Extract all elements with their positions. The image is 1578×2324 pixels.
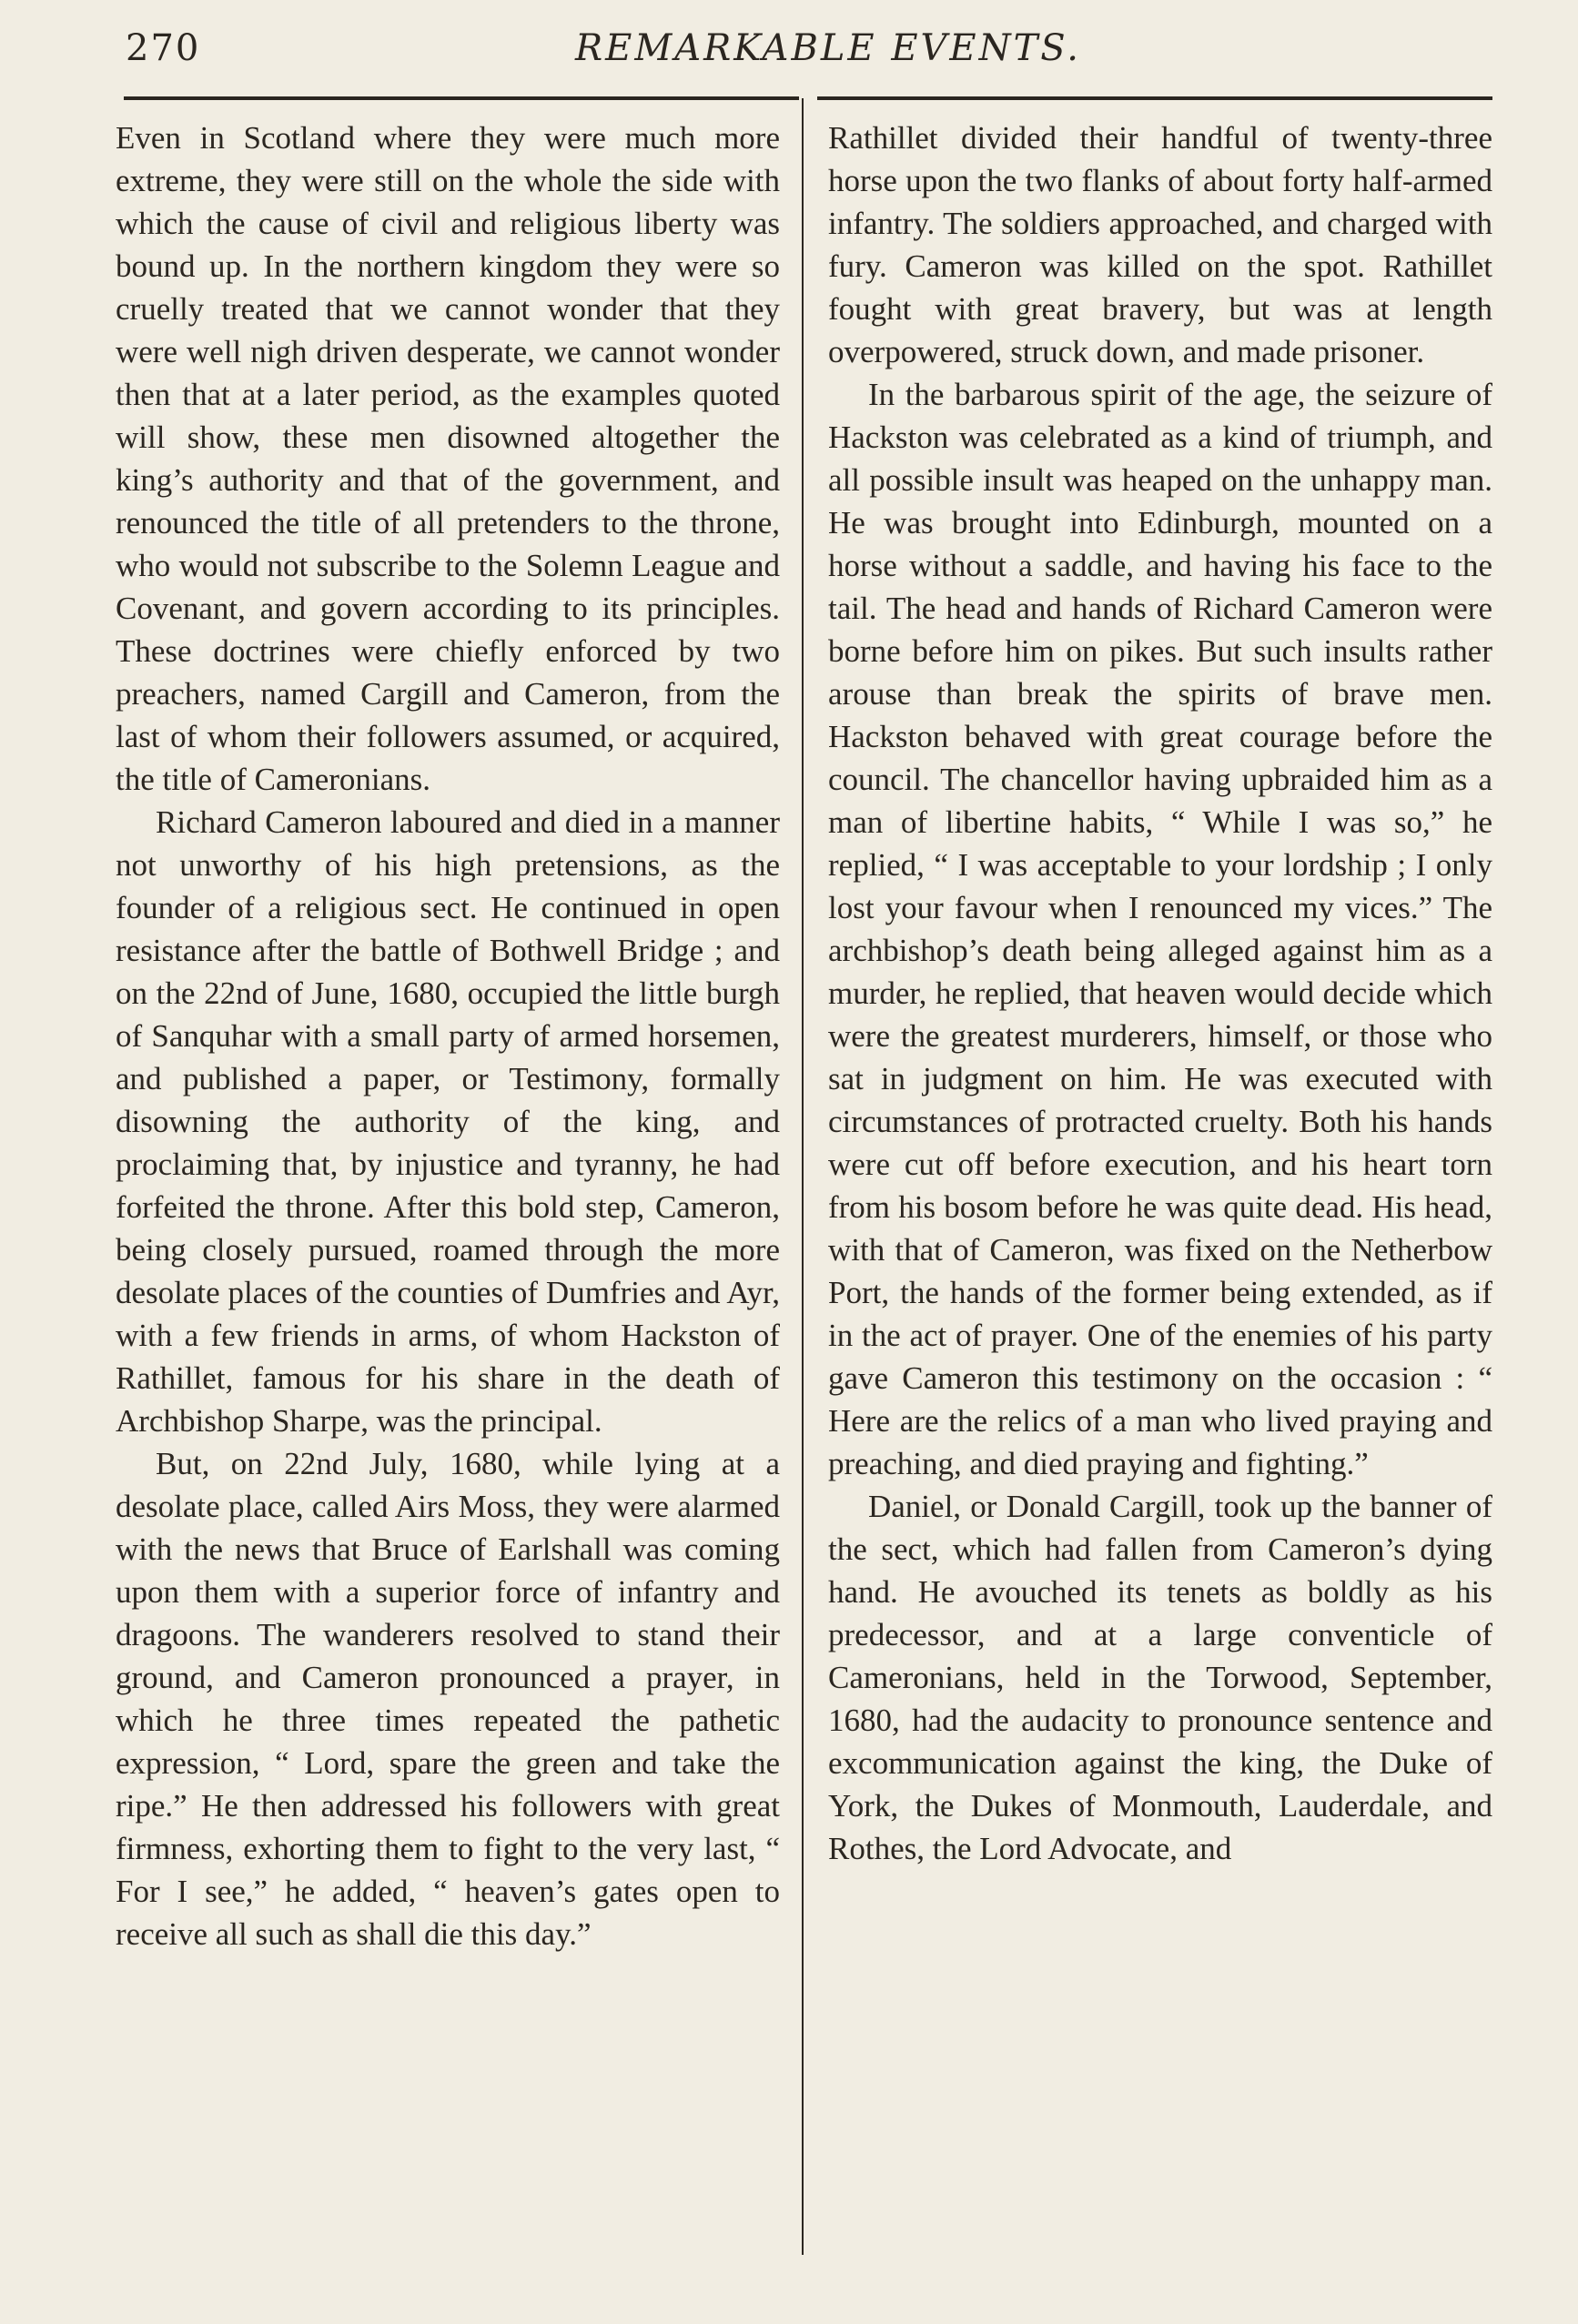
page-number: 270	[126, 27, 201, 69]
paragraph: Even in Scotland where they were much more extreme, they were still on the whole the side with which the cause of civil and religious liberty was bound up. In the northern kingdom they were so cruelly treated that we cannot wonder that they were well nigh driven desperate, we cannot wonder then that at a later period, as the examples quoted will show, these men disowned altogether the king’s authority and that of the government, and renounced the title of all pretenders to the throne, who would not subscribe to the Solemn League and Covenant, and govern according to its principles. These doctrines were chiefly enforced by two preachers, named Cargill and Cameron, from the last of whom their followers assumed, or acquired, the title of Cameronians.	[116, 120, 780, 797]
paragraph: Daniel, or Donald Cargill, took up the banner of the sect, which had fallen from Cameron’s dying hand. He avouched its tenets as boldly as his predecessor, and at a large conventicle of Cameronians, held in the Torwood, September, 1680, had the audacity to pronounce sentence and excommunication against the king, the Duke of York, the Dukes of Monmouth, Lauderdale, and Rothes, the Lord Advocate, and	[828, 1489, 1492, 1866]
paragraph: But, on 22nd July, 1680, while lying at a desolate place, called Airs Moss, they were alarmed with the news that Bruce of Earlshall was coming upon them with a superior force of infantry and dragoons. The wanderers resolved to stand their ground, and Cameron pronounced a prayer, in which he three times repeated the pathetic expression, “ Lord, spare the green and take the ripe.” He then addressed his followers with great firmness, exhorting them to fight to the very last, “ For I see,” he added, “ heaven’s gates open to receive all such as shall die this day.”	[116, 1446, 780, 1952]
right-column	[828, 116, 1492, 2282]
header-rule-right	[817, 96, 1492, 100]
column-divider	[802, 98, 804, 2255]
left-column	[116, 116, 780, 2282]
paragraph: In the barbarous spirit of the age, the seizure of Hackston was celebrated as a kind of triumph, and all possible insult was heaped on the unhappy man. He was brought into Edinburgh, mounted on a horse without a saddle, and having his face to the tail. The head and hands of Richard Cameron were borne before him on pikes. But such insults rather arouse than break the spirits of brave men. Hackston behaved with great courage before the council. The chancellor having upbraided him as a man of libertine habits, “ While I was so,” he replied, “ I was acceptable to your lordship ; I only lost your favour when I renounced my vices.” The archbishop’s death being alleged against him as a murder, he replied, that heaven would decide which were the greatest murderers, himself, or those who sat in judgment on him. He was executed with circumstances of protracted cruelty. Both his hands were cut off before execution, and his heart torn from his bosom before he was quite dead. His head, with that of Cameron, was fixed on the Netherbow Port, the hands of the former being extended, as if in the act of prayer. One of the enemies of his party gave Cameron this testimony on the occasion : “ Here are the relics of a man who lived praying and preaching, and died praying and fighting.”	[828, 377, 1492, 1481]
paragraph: Rathillet divided their handful of twenty-three horse upon the two flanks of about forty half-armed infantry. The soldiers approached, and charged with fury. Cameron was killed on the spot. Rathillet fought with great bravery, but was at length overpowered, struck down, and made prisoner.	[828, 120, 1492, 369]
running-head: REMARKABLE EVENTS.	[575, 27, 1081, 69]
paragraph: Richard Cameron laboured and died in a manner not unworthy of his high pretensions, as the founder of a religious sect. He continued in open resistance after the battle of Bothwell Bridge ; and on the 22nd of June, 1680, occupied the little burgh of Sanquhar with a small party of armed horsemen, and published a paper, or Testimony, formally disowning the authority of the king, and proclaiming that, by injustice and tyranny, he had forfeited the throne. After this bold step, Cameron, being closely pursued, roamed through the more desolate places of the counties of Dumfries and Ayr, with a few friends in arms, of whom Hackston of Rathillet, famous for his share in the death of Archbishop Sharpe, was the principal.	[116, 804, 780, 1439]
header-rule-left	[124, 96, 799, 100]
